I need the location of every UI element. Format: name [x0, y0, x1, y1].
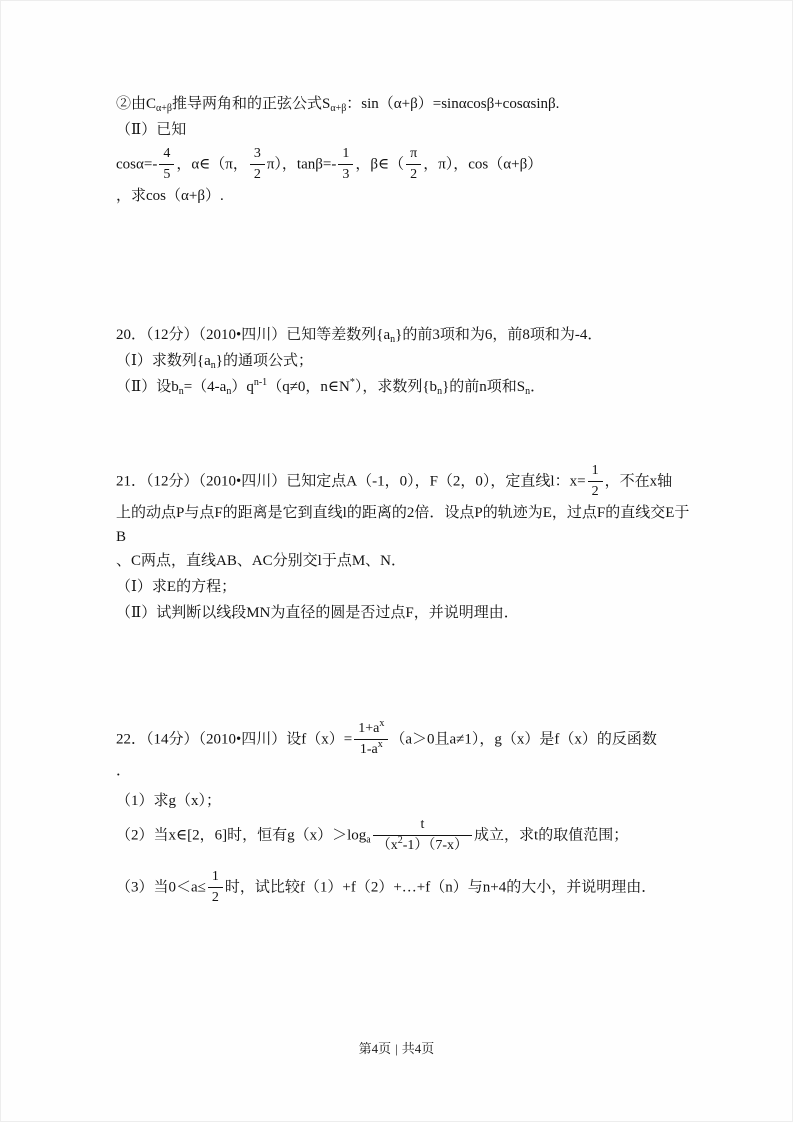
problem-20-part1	[116, 349, 695, 373]
subscript: n	[226, 386, 232, 397]
fraction-denominator	[406, 165, 421, 184]
text-run: ，不在x轴	[604, 473, 673, 490]
problem-20-part2	[116, 375, 695, 399]
fraction-numerator	[373, 816, 472, 836]
ask-line	[116, 184, 695, 208]
fraction-numerator	[250, 145, 265, 165]
text-run: 推导两角和的正弦公式S	[171, 96, 331, 112]
subscript: n	[178, 386, 184, 397]
text-run: （q≠0，n∈N	[267, 379, 350, 395]
text-run: 1	[591, 463, 599, 478]
text-run: 5	[163, 166, 171, 182]
fraction-denominator	[250, 165, 265, 184]
text-run: ．	[530, 379, 546, 395]
problem-21-intro-line1	[116, 463, 695, 501]
fraction-denominator	[159, 165, 174, 184]
subscript: α+β	[156, 103, 172, 114]
text-run: （Ⅰ）求数列{a	[116, 353, 211, 369]
fraction	[406, 145, 421, 183]
subscript: n	[210, 360, 216, 371]
fraction-numerator	[338, 145, 353, 165]
text-run: -1）（7-x）	[402, 837, 469, 853]
text-run: =（4-a	[183, 379, 227, 395]
fraction-numerator	[159, 145, 174, 165]
footer-total-pages: 共4页	[401, 1041, 435, 1056]
fraction-numerator	[208, 868, 223, 888]
subscript: a	[366, 834, 371, 846]
text-run: （a＞0且a≠1），g（x）是f（x）的反函数	[390, 731, 657, 748]
text-run: 1	[211, 869, 219, 884]
text-run: π	[410, 146, 418, 161]
superscript: n-1	[253, 377, 268, 388]
text-run: （Ⅰ）求E的方程；	[116, 579, 237, 595]
text-run: 上的动点P与点F的距离是它到直线l的距离的2倍．设点P的轨迹为E，过点F的直线交E于B	[116, 505, 690, 545]
fraction-denominator	[588, 482, 603, 501]
problem-22-intro-cont	[116, 759, 695, 783]
superscript: x	[377, 738, 383, 750]
text-run: }的前3项和为6，前8项和为-4．	[395, 327, 603, 343]
text-run: ．	[116, 763, 132, 779]
text-run: 4	[163, 146, 171, 161]
text-run: ：sin（α+β）=sinαcosβ+cosαsinβ.	[346, 96, 560, 112]
problem-22-intro	[116, 718, 695, 759]
known-line	[116, 118, 695, 142]
text-run: （Ⅱ）试判断以线段MN为直径的圆是否过点F，并说明理由．	[116, 605, 519, 621]
text-run: 2	[410, 166, 418, 182]
text-run: }的通项公式；	[215, 353, 313, 369]
subscript: n	[390, 334, 396, 345]
fraction-denominator	[338, 165, 353, 184]
text-run: ，β∈（	[355, 156, 405, 173]
subscript: n	[525, 386, 531, 397]
superscript: 2	[397, 834, 403, 846]
text-run: （1）求g（x）；	[116, 793, 222, 809]
text-run: （2）当x∈[2，6]时，恒有g（x）＞log	[116, 827, 367, 844]
text-run: （3）当0＜a≤	[116, 879, 206, 896]
problem-21-intro-line3	[116, 549, 695, 573]
text-run: 时，试比较f（1）+f（2）+…+f（n）与n+4的大小，并说明理由．	[224, 879, 657, 896]
text-run: 1+a	[358, 721, 380, 736]
text-run: 2	[253, 166, 261, 182]
fraction	[250, 145, 265, 183]
fraction-numerator	[406, 145, 421, 165]
problem-22-part2	[116, 817, 695, 855]
subscript: n	[437, 386, 443, 397]
text-run: 21．（12分）（2010•四川）已知定点A（-1，0），F（2，0），定直线l：x=	[116, 473, 586, 490]
text-run: ），求数列{b	[354, 379, 438, 395]
text-run: ）q	[231, 379, 254, 395]
problem-21-part1	[116, 575, 695, 599]
math-line-cos	[116, 146, 695, 184]
fraction	[338, 145, 353, 183]
subscript: α+β	[330, 103, 347, 114]
text-run: 1-a	[359, 741, 378, 757]
text-run: （Ⅱ）已知	[116, 122, 187, 138]
footer-page-number: 第4页	[358, 1041, 392, 1056]
superscript: x	[379, 718, 385, 729]
fraction-numerator	[588, 462, 603, 482]
text-run: cosα=-	[116, 156, 158, 173]
text-run: 2	[591, 483, 599, 499]
text-run: 22．（14分）（2010•四川）设f（x）=	[116, 731, 353, 748]
fraction-numerator	[354, 720, 388, 740]
fraction	[588, 462, 603, 500]
text-run: π），tanβ=-	[266, 156, 337, 173]
problem-22-part1	[116, 789, 695, 813]
fraction	[208, 868, 223, 906]
problem-21-intro-line2	[116, 501, 695, 549]
footer-divider: |	[395, 1041, 398, 1056]
problem-22-part3	[116, 869, 695, 907]
text-run: 成立，求t的取值范围；	[474, 827, 629, 844]
fraction	[354, 720, 388, 758]
text-run: （x	[376, 837, 398, 853]
text-run: ，π），cos（α+β）	[423, 156, 543, 173]
text-run: 3	[342, 166, 350, 182]
problem-21-part2	[116, 601, 695, 625]
superscript: *	[349, 377, 355, 388]
text-run: 、C两点，直线AB、AC分别交l于点M、N．	[116, 553, 407, 569]
text-run: 2	[211, 889, 219, 905]
fraction-denominator	[354, 740, 388, 759]
fraction-denominator	[373, 836, 472, 855]
text-run: ②由C	[116, 96, 157, 112]
text-run: ，α∈（π，	[176, 156, 248, 173]
text-run: 3	[253, 146, 261, 161]
text-run: t	[420, 817, 425, 832]
text-run: ，求cos（α+β）.	[116, 188, 224, 204]
problem-20-intro	[116, 323, 695, 347]
fraction	[159, 145, 174, 183]
page-footer	[0, 1038, 793, 1057]
text-run: 20．（12分）（2010•四川）已知等差数列{a	[116, 327, 391, 343]
fraction-denominator	[208, 888, 223, 907]
fraction	[373, 816, 472, 854]
text-run: }的前n项和S	[442, 379, 526, 395]
formula-note-line	[116, 92, 695, 116]
text-run: （Ⅱ）设b	[116, 379, 179, 395]
text-run: 1	[342, 146, 350, 161]
